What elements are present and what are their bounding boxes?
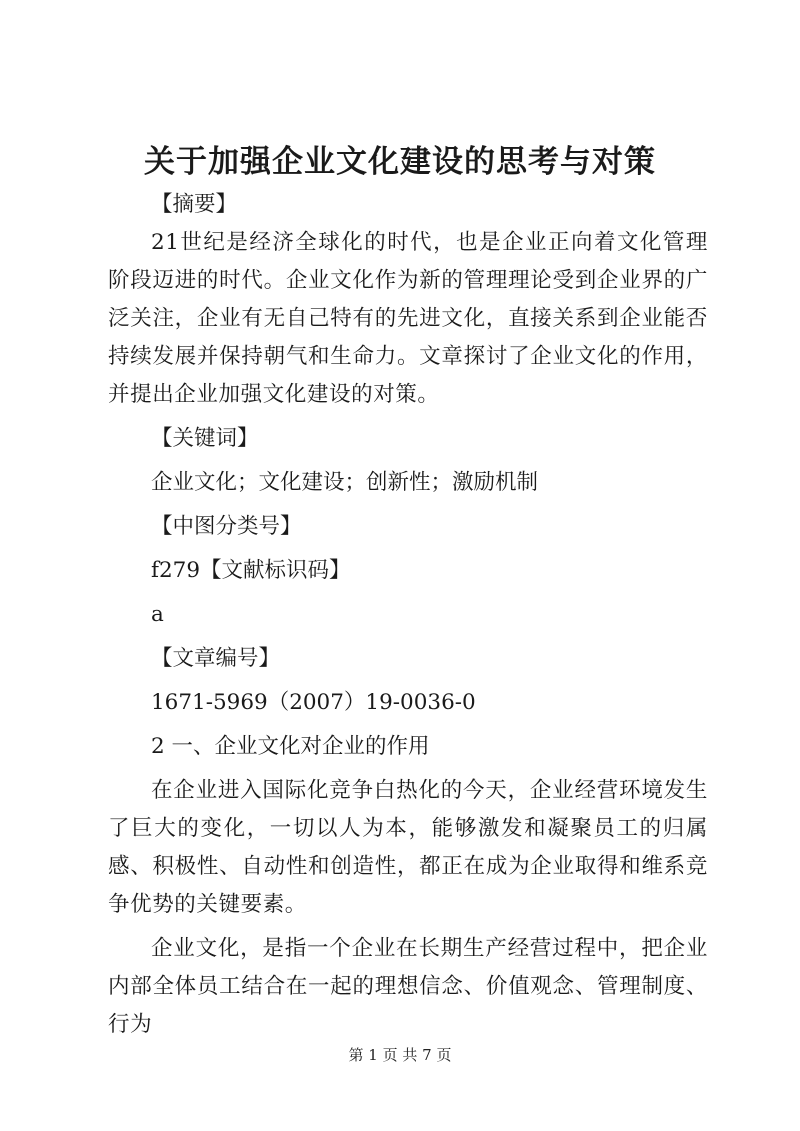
abstract-heading: 【摘要】	[151, 192, 238, 217]
document-code: a	[151, 602, 164, 627]
section-heading: 2 一、企业文化对企业的作用	[151, 734, 430, 759]
document-title: 关于加强企业文化建设的思考与对策	[144, 144, 656, 180]
keywords-heading: 【关键词】	[151, 426, 259, 451]
article-number: 1671-5969（2007）19-0036-0	[151, 690, 476, 715]
document-body	[108, 186, 708, 1044]
section-paragraph-1: 在企业进入国际化竞争白热化的今天，企业经营环境发生了巨大的变化，一切以人为本，能够激发和凝聚员工的归属感、积极性、自动性和创造性，都正在成为企业取得和维系竞争优势的关键要素。	[108, 778, 708, 917]
page-footer: 第 1 页 共 7 页	[348, 1046, 452, 1064]
section-paragraph-2: 企业文化，是指一个企业在长期生产经营过程中，把企业内部全体员工结合在一起的理想信念、价值观念、管理制度、行为	[108, 936, 708, 1037]
keywords-text: 企业文化；文化建设；创新性；激励机制	[151, 470, 539, 495]
abstract-paragraph: 21世纪是经济全球化的时代，也是企业正向着文化管理阶段迈进的时代。企业文化作为新的管理理论受到企业界的广泛关注，企业有无自己特有的先进文化，直接关系到企业能否持续发展并保持朝气和生命力。文章探讨了企业文化的作用，并提出企业加强文化建设的对策。	[108, 230, 708, 407]
clc-heading: 【中图分类号】	[151, 514, 302, 539]
clc-line: f279【文献标识码】	[151, 558, 351, 583]
article-number-heading: 【文章编号】	[151, 646, 281, 671]
